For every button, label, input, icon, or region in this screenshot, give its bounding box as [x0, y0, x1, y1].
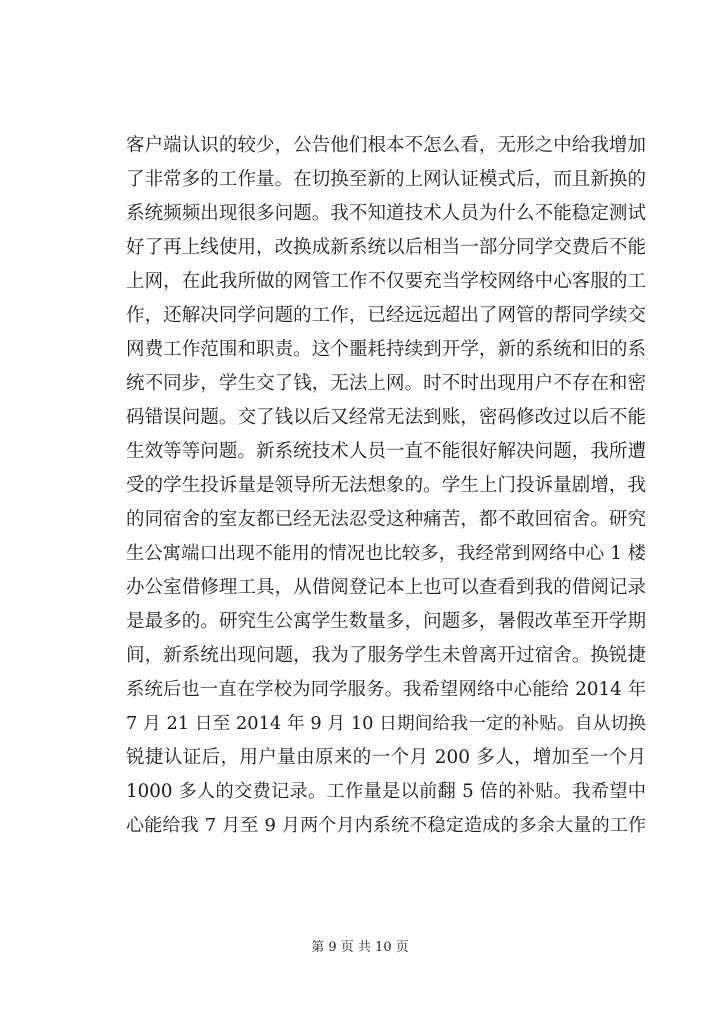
text-line: 的同宿舍的室友都已经无法忍受这种痛苦，都不敢回宿舍。研究: [126, 509, 646, 530]
body-paragraph: [126, 129, 646, 843]
text-line: 7 月 21 日至 2014 年 9 月 10 日期间给我一定的补贴。自从切换: [126, 714, 646, 734]
text-line: 办公室借修理工具，从借阅登记本上也可以查看到我的借阅记录: [126, 577, 646, 598]
text-line: 客户端认识的较少，公告他们根本不怎么看，无形之中给我增加: [126, 135, 646, 156]
text-line: 是最多的。研究生公寓学生数量多，问题多，暑假改革至开学期: [126, 611, 646, 632]
text-line: 系统频频出现很多问题。我不知道技术人员为什么不能稳定测试: [126, 203, 646, 224]
page-number-footer: 第 9 页 共 10 页: [311, 940, 409, 955]
text-line: 1000 多人的交费记录。工作量是以前翻 5 倍的补贴。我希望中: [126, 781, 646, 802]
text-line: 上网，在此我所做的网管工作不仅要充当学校网络中心客服的工: [126, 271, 646, 292]
text-line: 心能给我 7 月至 9 月两个月内系统不稳定造成的多余大量的工作: [126, 815, 646, 836]
text-line: 网费工作范围和职责。这个噩耗持续到开学，新的系统和旧的系: [126, 339, 646, 360]
text-line: 生公寓端口出现不能用的情况也比较多，我经常到网络中心 1 楼: [126, 543, 646, 564]
text-line: 了非常多的工作量。在切换至新的上网认证模式后，而且新换的: [126, 169, 646, 190]
text-line: 系统后也一直在学校为同学服务。我希望网络中心能给 2014 年: [126, 679, 646, 700]
text-line: 锐捷认证后，用户量由原来的一个月 200 多人，增加至一个月: [126, 747, 646, 768]
text-line: 受的学生投诉量是领导所无法想象的。学生上门投诉量剧增，我: [126, 475, 646, 496]
text-line: 码错误问题。交了钱以后又经常无法到账，密码修改过以后不能: [126, 407, 646, 428]
text-line: 统不同步，学生交了钱，无法上网。时不时出现用户不存在和密: [126, 373, 646, 394]
text-line: 间，新系统出现问题，我为了服务学生未曾离开过宿舍。换锐捷: [126, 645, 646, 666]
text-line: 作，还解决同学问题的工作，已经远远超出了网管的帮同学续交: [126, 305, 646, 326]
text-line: 生效等等问题。新系统技术人员一直不能很好解决问题，我所遭: [126, 441, 646, 462]
text-line: 好了再上线使用，改换成新系统以后相当一部分同学交费后不能: [126, 237, 646, 258]
